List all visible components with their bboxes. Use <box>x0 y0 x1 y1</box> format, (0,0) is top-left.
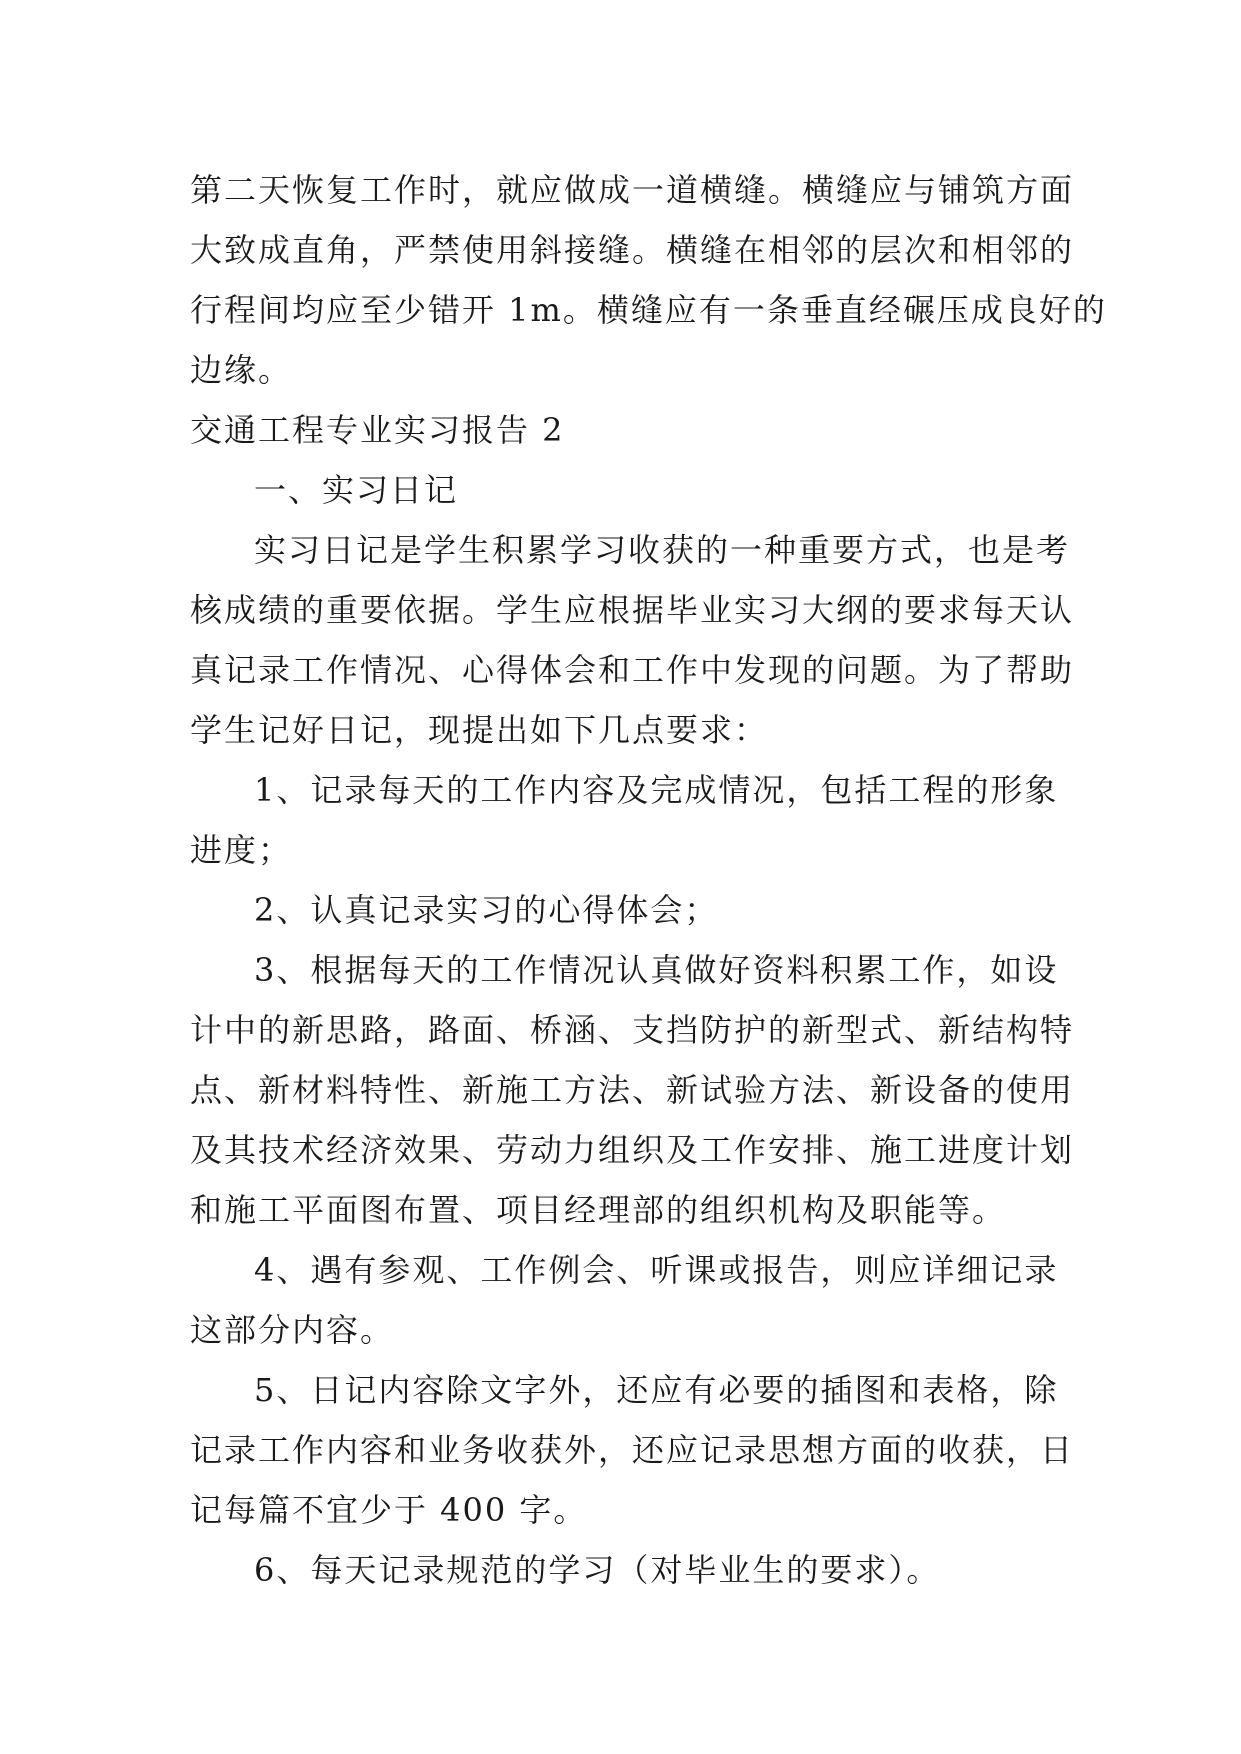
text-line: 6、每天记录规范的学习（对毕业生的要求）。 <box>254 1551 941 1589</box>
text-line: 计中的新思路，路面、桥涵、支挡防护的新型式、新结构特 <box>190 1011 1075 1049</box>
text-line: 第二天恢复工作时，就应做成一道横缝。横缝应与铺筑方面 <box>190 171 1075 209</box>
text-line: 边缘。 <box>190 351 293 389</box>
text-line: 行程间均应至少错开 1m。横缝应有一条垂直经碾压成良好的 <box>190 291 1107 329</box>
text-line: 记录工作内容和业务收获外，还应记录思想方面的收获，日 <box>190 1431 1075 1469</box>
list-item-4 <box>190 1240 1059 1360</box>
text-line: 学生记好日记，现提出如下几点要求： <box>190 711 769 749</box>
text-line: 大致成直角，严禁使用斜接缝。横缝在相邻的层次和相邻的 <box>190 231 1075 269</box>
text-line: 点、新材料特性、新施工方法、新试验方法、新设备的使用 <box>190 1071 1075 1109</box>
list-item-1 <box>190 760 1059 880</box>
text-line: 及其技术经济效果、劳动力组织及工作安排、施工进度计划 <box>190 1131 1075 1169</box>
list-item-6 <box>190 1540 1050 1600</box>
section-heading: 一、实习日记 <box>254 471 459 509</box>
report-title: 交通工程专业实习报告 2 <box>190 411 565 449</box>
paragraph-continuation <box>190 160 1107 400</box>
document-page <box>190 160 1107 1600</box>
list-item-5 <box>190 1360 1075 1540</box>
text-line: 核成绩的重要依据。学生应根据毕业实习大纲的要求每天认 <box>190 591 1075 629</box>
text-line: 进度； <box>190 831 293 869</box>
text-line: 记每篇不宜少于 400 字。 <box>190 1491 588 1529</box>
text-line: 4、遇有参观、工作例会、听课或报告，则应详细记录 <box>254 1251 1059 1289</box>
text-line: 真记录工作情况、心得体会和工作中发现的问题。为了帮助 <box>190 651 1075 689</box>
text-line: 2、认真记录实习的心得体会； <box>254 891 719 929</box>
list-item-3 <box>190 940 1075 1240</box>
text-line: 1、记录每天的工作内容及完成情况，包括工程的形象 <box>254 771 1059 809</box>
list-item-2 <box>190 880 1050 940</box>
text-line: 实习日记是学生积累学习收获的一种重要方式，也是考 <box>254 531 1071 569</box>
text-line: 5、日记内容除文字外，还应有必要的插图和表格，除 <box>254 1371 1059 1409</box>
text-line: 和施工平面图布置、项目经理部的组织机构及职能等。 <box>190 1191 1007 1229</box>
text-line: 这部分内容。 <box>190 1311 395 1349</box>
text-line: 3、根据每天的工作情况认真做好资料积累工作，如设 <box>254 951 1059 989</box>
paragraph-intro <box>190 520 1075 760</box>
